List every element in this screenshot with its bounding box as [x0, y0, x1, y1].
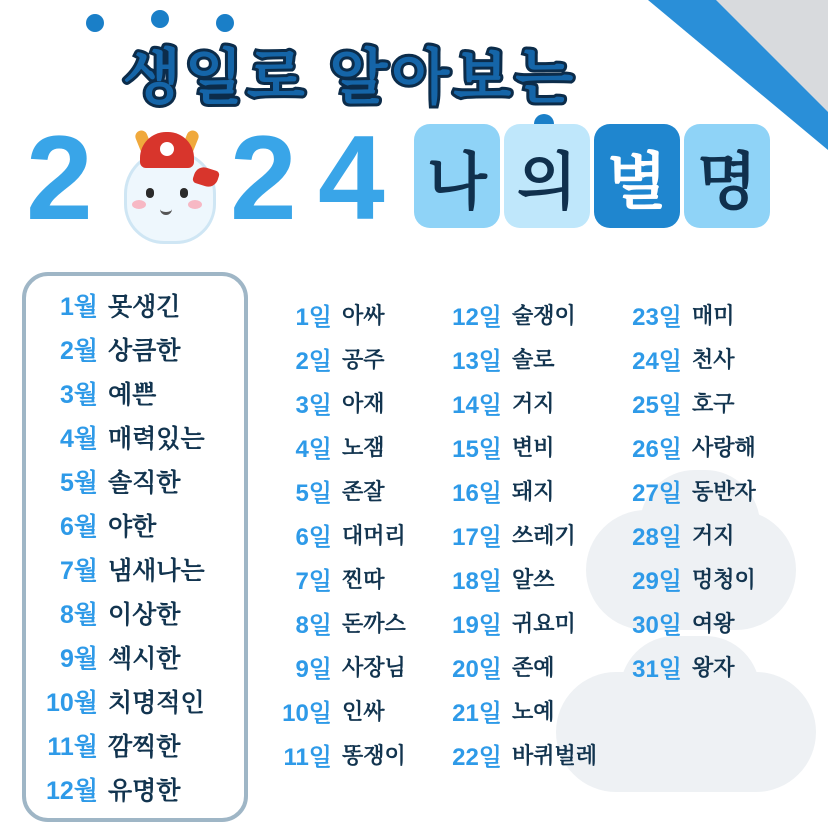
day-nickname: 사장님 — [342, 654, 406, 680]
month-row — [26, 328, 244, 370]
day-row — [270, 600, 406, 644]
decorative-dot — [151, 10, 169, 28]
day-number: 9일 — [295, 655, 332, 683]
day-column-1 — [270, 292, 406, 776]
mascot-cheek-right — [188, 200, 202, 209]
day-number: 26일 — [632, 435, 682, 463]
day-nickname: 쓰레기 — [512, 522, 576, 548]
month-number: 6월 — [59, 513, 98, 541]
day-row — [440, 644, 597, 688]
day-number: 6일 — [295, 523, 332, 551]
day-nickname: 돈까스 — [342, 610, 406, 636]
day-nickname: 거지 — [512, 390, 555, 416]
day-row — [270, 732, 406, 776]
headline-text: 생일로 알아보는 — [122, 44, 578, 111]
month-row — [26, 680, 244, 722]
month-nickname: 솔직한 — [108, 469, 181, 497]
month-row — [26, 504, 244, 546]
year-digit-2: 2 — [26, 111, 93, 245]
month-nickname: 예쁜 — [108, 381, 157, 409]
month-nickname: 냄새나는 — [108, 557, 205, 585]
month-nickname: 야한 — [108, 513, 157, 541]
day-row — [440, 380, 597, 424]
day-nickname: 노잼 — [342, 434, 385, 460]
day-nickname: 멍청이 — [692, 566, 756, 592]
year-row — [18, 111, 818, 258]
month-row — [26, 636, 244, 678]
day-number: 16일 — [452, 479, 502, 507]
mascot-eye-right — [180, 188, 188, 198]
month-nickname: 깜찍한 — [108, 733, 181, 761]
day-nickname: 찐따 — [342, 566, 385, 592]
month-number: 2월 — [59, 337, 98, 365]
day-number: 2일 — [295, 347, 332, 375]
day-row — [440, 512, 597, 556]
day-row — [620, 292, 756, 336]
title-tile-1: 나 — [414, 124, 500, 228]
mascot-cheek-left — [132, 200, 146, 209]
month-number: 11월 — [47, 733, 98, 761]
title-tile-2: 의 — [504, 124, 590, 228]
month-list-box — [22, 272, 248, 822]
day-row — [620, 380, 756, 424]
day-number: 11일 — [283, 743, 332, 771]
day-row — [270, 424, 406, 468]
day-number: 1일 — [295, 303, 332, 331]
day-row — [620, 424, 756, 468]
day-column-2 — [440, 292, 597, 776]
day-number: 8일 — [295, 611, 332, 639]
day-number: 17일 — [452, 523, 502, 551]
day-nickname: 존예 — [512, 654, 555, 680]
day-nickname: 바퀴벌레 — [512, 742, 598, 768]
dragon-mascot-icon — [114, 124, 220, 242]
day-row — [270, 688, 406, 732]
day-number: 29일 — [632, 567, 682, 595]
day-row — [270, 512, 406, 556]
day-row — [440, 732, 597, 776]
day-nickname: 똥쟁이 — [342, 742, 406, 768]
day-row — [270, 468, 406, 512]
month-nickname: 못생긴 — [108, 293, 181, 321]
month-nickname: 이상한 — [108, 601, 181, 629]
month-number: 7월 — [59, 557, 98, 585]
month-number: 1월 — [59, 293, 98, 321]
month-row — [26, 416, 244, 458]
day-number: 19일 — [452, 611, 502, 639]
day-row — [270, 336, 406, 380]
day-row — [620, 600, 756, 644]
day-row — [440, 600, 597, 644]
day-number: 10일 — [282, 699, 332, 727]
day-number: 21일 — [452, 699, 502, 727]
day-nickname: 호구 — [692, 390, 735, 416]
day-row — [440, 292, 597, 336]
day-row — [620, 512, 756, 556]
month-number: 4월 — [59, 425, 98, 453]
day-nickname: 거지 — [692, 522, 735, 548]
day-nickname: 대머리 — [342, 522, 406, 548]
day-row — [270, 644, 406, 688]
day-nickname: 존잘 — [342, 478, 385, 504]
day-nickname: 돼지 — [512, 478, 555, 504]
month-nickname: 상큼한 — [108, 337, 181, 365]
year-digit-4: 4 — [318, 111, 385, 245]
day-nickname: 귀요미 — [512, 610, 576, 636]
day-nickname: 변비 — [512, 434, 555, 460]
day-nickname: 동반자 — [692, 478, 756, 504]
month-nickname: 치명적인 — [108, 689, 205, 717]
day-nickname: 왕자 — [692, 654, 735, 680]
day-number: 13일 — [452, 347, 502, 375]
month-row — [26, 460, 244, 502]
month-number: 8월 — [59, 601, 98, 629]
day-row — [620, 336, 756, 380]
month-nickname: 유명한 — [108, 777, 181, 805]
title-tile-3: 별 — [594, 124, 680, 228]
day-nickname: 공주 — [342, 346, 385, 372]
day-number: 5일 — [295, 479, 332, 507]
day-nickname: 매미 — [692, 302, 735, 328]
month-number: 10월 — [46, 689, 98, 717]
month-row — [26, 284, 244, 326]
day-number: 14일 — [452, 391, 502, 419]
month-row — [26, 768, 244, 810]
year-digit-2b: 2 — [230, 111, 297, 245]
day-number: 25일 — [632, 391, 682, 419]
month-row — [26, 592, 244, 634]
day-number: 15일 — [452, 435, 502, 463]
day-row — [620, 644, 756, 688]
day-number: 12일 — [452, 303, 502, 331]
day-number: 20일 — [452, 655, 502, 683]
day-row — [270, 556, 406, 600]
day-nickname: 솔로 — [512, 346, 555, 372]
day-nickname: 인싸 — [342, 698, 385, 724]
day-nickname: 사랑해 — [692, 434, 756, 460]
day-number: 31일 — [632, 655, 682, 683]
day-number: 18일 — [452, 567, 502, 595]
day-nickname: 술쟁이 — [512, 302, 576, 328]
month-row — [26, 724, 244, 766]
day-number: 22일 — [452, 743, 502, 771]
day-nickname: 여왕 — [692, 610, 735, 636]
day-number: 23일 — [632, 303, 682, 331]
month-number: 12월 — [46, 777, 98, 805]
day-row — [440, 688, 597, 732]
day-number: 7일 — [295, 567, 332, 595]
day-number: 30일 — [632, 611, 682, 639]
day-number: 27일 — [632, 479, 682, 507]
day-row — [440, 468, 597, 512]
day-nickname: 천사 — [692, 346, 735, 372]
day-row — [440, 424, 597, 468]
month-row — [26, 548, 244, 590]
day-nickname: 알쓰 — [512, 566, 555, 592]
day-number: 3일 — [295, 391, 332, 419]
mascot-eye-left — [146, 188, 154, 198]
day-nickname: 아재 — [342, 390, 385, 416]
day-row — [620, 556, 756, 600]
title-tile-4: 명 — [684, 124, 770, 228]
month-nickname: 섹시한 — [108, 645, 181, 673]
month-number: 5월 — [59, 469, 98, 497]
month-number: 9월 — [59, 645, 98, 673]
day-row — [440, 336, 597, 380]
month-number: 3월 — [59, 381, 98, 409]
day-number: 4일 — [295, 435, 332, 463]
day-column-3 — [620, 292, 756, 688]
day-row — [440, 556, 597, 600]
day-row — [270, 292, 406, 336]
mascot-hat-dot — [160, 142, 174, 156]
day-nickname: 아싸 — [342, 302, 385, 328]
day-row — [270, 380, 406, 424]
day-number: 28일 — [632, 523, 682, 551]
day-row — [620, 468, 756, 512]
month-row — [26, 372, 244, 414]
day-number: 24일 — [632, 347, 682, 375]
day-nickname: 노예 — [512, 698, 555, 724]
corner-fold-gray — [716, 0, 828, 112]
month-nickname: 매력있는 — [108, 425, 205, 453]
